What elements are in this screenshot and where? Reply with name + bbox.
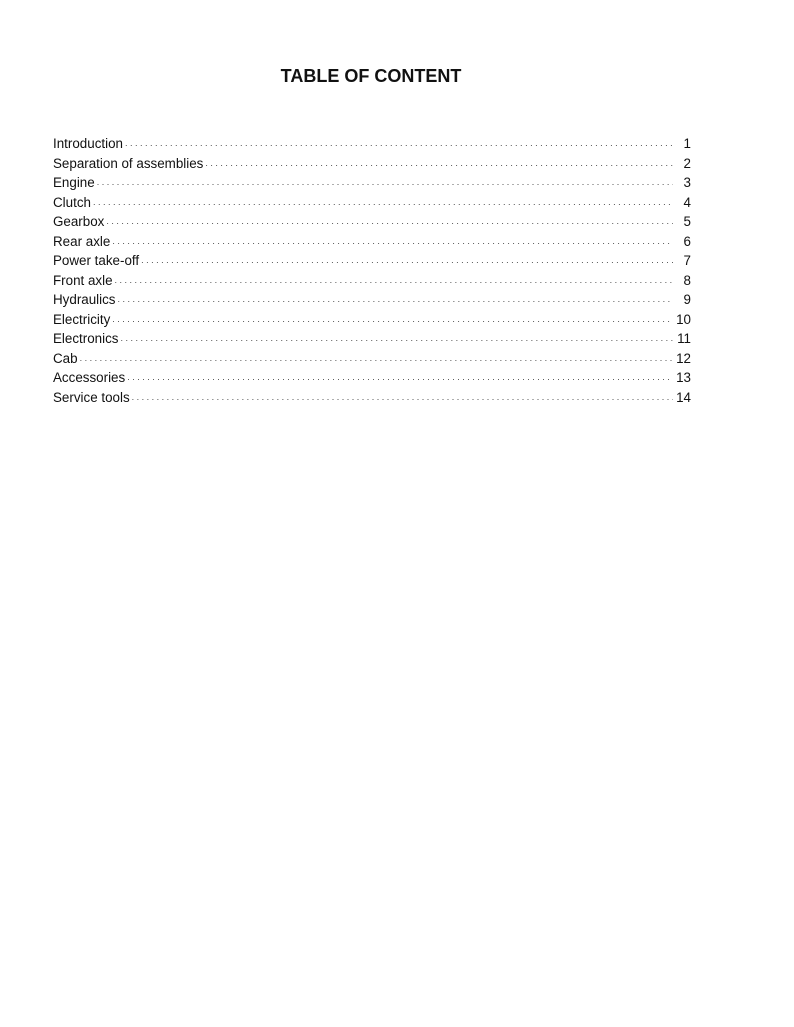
toc-entry-label: Hydraulics — [53, 292, 116, 307]
toc-entry-hydraulics — [53, 290, 691, 310]
toc-entry-page-number: 4 — [683, 194, 691, 210]
toc-entry-page-number: 5 — [683, 214, 691, 229]
toc-entry-page-number: 2 — [683, 155, 691, 171]
toc-entry-cab — [53, 349, 691, 369]
toc-entry-accessories — [53, 368, 691, 388]
toc-entry-label: Rear axle — [53, 233, 111, 249]
dot-leader — [112, 232, 673, 252]
toc-entry-rear-axle — [53, 232, 691, 252]
toc-entry-page-number: 8 — [683, 272, 691, 288]
toc-entry-clutch — [53, 193, 691, 213]
toc-entry-page-number: 10 — [676, 311, 691, 327]
toc-entry-label: Power take-off — [53, 253, 140, 268]
toc-entry-front-axle — [53, 271, 691, 291]
dot-leader — [80, 349, 673, 369]
toc-entry-gearbox — [53, 212, 691, 232]
toc-entry-label: Electronics — [53, 331, 119, 346]
toc-entry-label: Cab — [53, 350, 78, 366]
dot-leader — [112, 310, 673, 330]
toc-entry-electricity — [53, 310, 691, 330]
toc-entry-page-number: 9 — [683, 292, 691, 307]
dot-leader — [118, 290, 673, 310]
toc-entry-page-number: 12 — [676, 350, 691, 366]
dot-leader — [205, 154, 673, 174]
toc-entry-page-number: 3 — [683, 175, 691, 190]
dot-leader — [125, 134, 673, 154]
toc-entry-service-tools — [53, 388, 691, 408]
toc-entry-electronics — [53, 329, 691, 349]
dot-leader — [121, 329, 674, 349]
toc-entry-label: Gearbox — [53, 214, 105, 229]
dot-leader — [141, 251, 673, 271]
toc-entry-label: Electricity — [53, 311, 111, 327]
toc-entry-page-number: 13 — [676, 370, 691, 385]
dot-leader — [93, 193, 673, 213]
toc-entry-label: Front axle — [53, 272, 113, 288]
toc-entry-page-number: 6 — [683, 233, 691, 249]
toc-entry-page-number: 7 — [683, 253, 691, 268]
toc-entry-separation-of-assemblies — [53, 154, 691, 174]
table-of-contents — [53, 134, 691, 407]
toc-entry-label: Service tools — [53, 389, 130, 405]
toc-entry-engine — [53, 173, 691, 193]
page-title: TABLE OF CONTENT — [280, 66, 462, 86]
toc-entry-introduction — [53, 134, 691, 154]
toc-entry-power-take-off — [53, 251, 691, 271]
toc-entry-label: Introduction — [53, 136, 123, 151]
toc-entry-page-number: 14 — [676, 389, 691, 405]
dot-leader — [132, 388, 673, 408]
toc-entry-label: Accessories — [53, 370, 126, 385]
dot-leader — [97, 173, 673, 193]
toc-entry-page-number: 11 — [677, 331, 691, 346]
dot-leader — [127, 368, 673, 388]
toc-entry-label: Engine — [53, 175, 95, 190]
dot-leader — [115, 271, 673, 291]
toc-entry-label: Separation of assemblies — [53, 155, 204, 171]
toc-entry-page-number: 1 — [683, 136, 691, 151]
toc-entry-label: Clutch — [53, 194, 91, 210]
dot-leader — [106, 212, 673, 232]
